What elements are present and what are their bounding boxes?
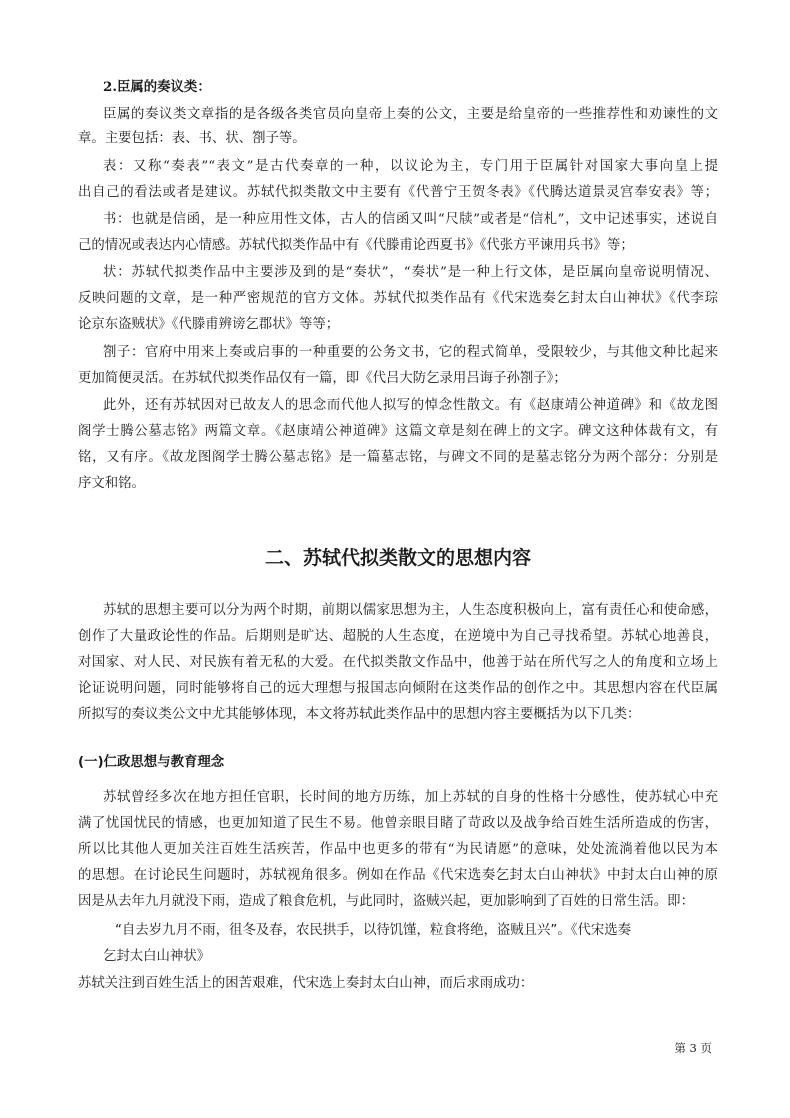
paragraph-line: 己的情况或表达内心情感。苏轼代拟类作品中有《代滕甫论西夏书》《代张方平谏用兵书》等； (78, 238, 634, 253)
paragraph-line: 苏轼曾经多次在地方担任官职，长时间的地方历练，加上苏轼的自身的性格十分感性，使苏轼心中充 (103, 790, 718, 805)
paragraph-line: 阁学士腾公墓志铭》两篇文章。《赵康靖公神道碑》这篇文章是刻在碑上的文字。碑文这种体裁有文，有 (78, 424, 718, 439)
paragraph-line: 书：也就是信函，是一种应用性文体，古人的信函又叫“尺牍”或者是“信札”，文中记述事实，述说自 (103, 212, 718, 227)
paragraph-line: 更加简便灵活。在苏轼代拟类作品仅有一篇，即《代吕大防乞录用吕诲子孙劄子》； (78, 371, 567, 386)
paragraph-line: 状：苏轼代拟类作品中主要涉及到的是“奏状”，“奏状”是一种上行文体，是臣属向皇帝说明情况、 (103, 265, 718, 280)
subsection-title: (一)仁政思想与教育理念 (78, 755, 225, 770)
paragraph-line: 苏轼关注到百姓生活上的困苦艰难，代宋选上奏封太白山神，而后求雨成功： (78, 976, 534, 991)
section-heading: 2.臣属的奏议类： (103, 79, 211, 95)
paragraph-line: 序文和铭。 (78, 476, 145, 491)
paragraph-line: 的思想。在讨论民生问题时，苏轼视角很多。例如在作品《代宋选奏乞封太白山神状》中封太白山神的原 (78, 868, 718, 883)
paragraph-line: 章。主要包括：表、书、状、劄子等。 (78, 131, 306, 146)
paragraph-line: 所以比其他人更加关注百姓生活疾苦，作品中也更多的带有“为民请愿”的意味，处处流淌着他以民为本 (78, 842, 718, 857)
paragraph-line: 创作了大量政论性的作品。后期则是旷达、超脱的人生态度，在逆境中为自己寻找希望。苏轼心地善良， (78, 629, 718, 644)
paragraph-line: 表：又称“奏表”“表文”是古代奏章的一种，以议论为主，专门用于臣属针对国家大事向皇上提 (103, 159, 718, 174)
paragraph-line: 对国家、对人民、对民族有着无私的大爱。在代拟类散文作品中，他善于站在所代写之人的角度和立场上 (78, 655, 718, 670)
paragraph-line: 铭，又有序。《故龙图阁学士腾公墓志铭》是一篇墓志铭，与碑文不同的是墓志铭分为两个部分：分别是 (78, 450, 718, 465)
page-number: 第 3 页 (674, 1041, 712, 1055)
paragraph-line: 反映问题的文章，是一种严密规范的官方文体。苏轼代拟类作品有《代宋选奏乞封太白山神状》《代李琮 (78, 291, 718, 306)
block-quote-line: “自去岁九月不雨，徂冬及春，农民拱手，以待饥馑，粒食将绝，盗贼且兴”。《代宋选奏 (115, 923, 632, 938)
paragraph-line: 因是从去年九月就没下雨，造成了粮食危机，与此同时，盗贼兴起，更加影响到了百姓的日常生活。即： (78, 894, 694, 909)
paragraph-line: 出自己的看法或者是建议。苏轼代拟类散文中主要有《代普宁王贺冬表》《代腾达道景灵宫奉安表》等； (78, 185, 718, 200)
paragraph-line: 所拟写的奏议类公文中尤其能够体现，本文将苏轼此类作品中的思想内容主要概括为以下几类： (78, 707, 641, 722)
paragraph-line: 臣属的奏议类文章指的是各级各类官员向皇帝上奏的公文，主要是给皇帝的一些推荐性和劝谏性的文 (103, 107, 718, 122)
paragraph-line: 劄子：官府中用来上奏或启事的一种重要的公务文书，它的程式简单，受限较少，与其他文种比起来 (103, 345, 718, 360)
paragraph-line: 论京东盗贼状》《代滕甫辨谤乞郡状》等等； (78, 317, 340, 332)
paragraph-line: 论证说明问题，同时能够将自己的远大理想与报国志向倾附在这类作品的创作之中。其思想内容在代臣属 (78, 681, 718, 696)
paragraph-line: 满了忧国忧民的情感，也更加知道了民生不易。他曾亲眼目睹了苛政以及战争给百姓生活所造成的伤害， (78, 816, 718, 831)
chapter-title: 二、苏轼代拟类散文的思想内容 (264, 547, 531, 569)
paragraph-line: 此外，还有苏轼因对已故友人的思念而代他人拟写的悼念性散文。有《赵康靖公神道碑》和《故龙图 (103, 398, 718, 413)
block-quote-line: 乞封太白山神状》 (103, 949, 211, 964)
paragraph-line: 苏轼的思想主要可以分为两个时期，前期以儒家思想为主，人生态度积极向上，富有责任心和使命感， (103, 603, 718, 618)
